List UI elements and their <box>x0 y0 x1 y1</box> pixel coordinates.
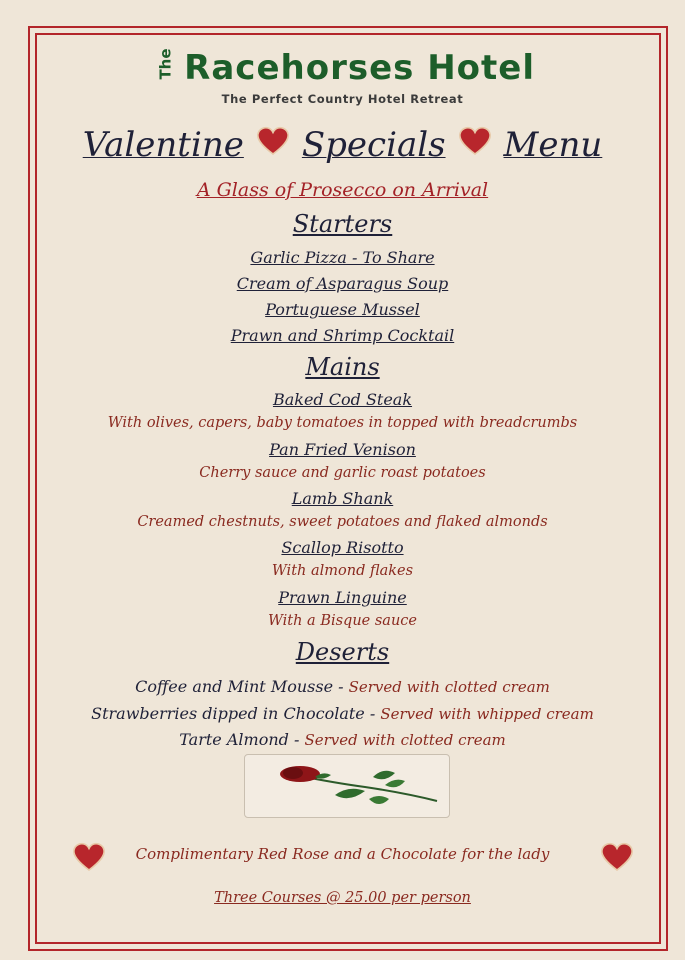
main-description: Creamed chestnuts, sweet potatoes and flaked almonds <box>137 514 548 530</box>
dessert-name: Coffee and Mint Mousse <box>135 677 334 696</box>
hotel-tagline: The Perfect Country Hotel Retreat <box>221 92 464 106</box>
rose-icon <box>245 755 449 817</box>
price-note: Three Courses @ 25.00 per person <box>214 890 471 906</box>
starter-item: Prawn and Shrimp Cocktail <box>230 326 455 345</box>
starter-item: Portuguese Mussel <box>265 300 420 319</box>
main-item: Prawn Linguine <box>278 588 407 607</box>
main-description: With olives, capers, baby tomatoes in topped with breadcrumbs <box>107 415 578 431</box>
dessert-item: Strawberries dipped in Chocolate - Served with whipped cream <box>91 704 594 723</box>
arrival-drink: A Glass of Prosecco on Arrival <box>196 179 489 201</box>
dessert-item: Coffee and Mint Mousse - Served with clotted cream <box>135 677 550 696</box>
complimentary-note: Complimentary Red Rose and a Chocolate for the lady <box>135 845 550 863</box>
starters-heading: Starters <box>292 210 393 238</box>
rose-image <box>244 754 450 818</box>
heart-icon <box>600 842 634 872</box>
main-description: With almond flakes <box>271 563 414 579</box>
main-item: Lamb Shank <box>291 489 394 508</box>
logo-the: The <box>156 48 175 80</box>
mains-heading: Mains <box>305 353 380 381</box>
hotel-name: Racehorses Hotel <box>184 48 535 88</box>
dessert-serving: Served with clotted cream <box>348 678 550 696</box>
title-valentine: Valentine <box>82 125 244 165</box>
title-menu: Menu <box>503 125 603 165</box>
heart-icon <box>458 126 492 156</box>
dessert-name: Strawberries dipped in Chocolate <box>91 704 365 723</box>
hotel-logo <box>0 48 685 92</box>
menu-title <box>0 125 685 165</box>
dessert-name: Tarte Almond <box>179 730 289 749</box>
heart-icon <box>256 126 290 156</box>
main-item: Pan Fried Venison <box>269 440 416 459</box>
starter-item: Garlic Pizza - To Share <box>250 248 435 267</box>
starter-item: Cream of Asparagus Soup <box>236 274 449 293</box>
dessert-serving: Served with clotted cream <box>304 731 506 749</box>
main-description: With a Bisque sauce <box>268 613 417 629</box>
deserts-heading: Deserts <box>295 638 390 666</box>
dessert-serving: Served with whipped cream <box>380 705 594 723</box>
main-description: Cherry sauce and garlic roast potatoes <box>199 465 486 481</box>
dessert-item: Tarte Almond - Served with clotted cream <box>179 730 506 749</box>
main-item: Scallop Risotto <box>281 538 404 557</box>
main-item: Baked Cod Steak <box>272 390 413 409</box>
title-specials: Specials <box>301 125 446 165</box>
